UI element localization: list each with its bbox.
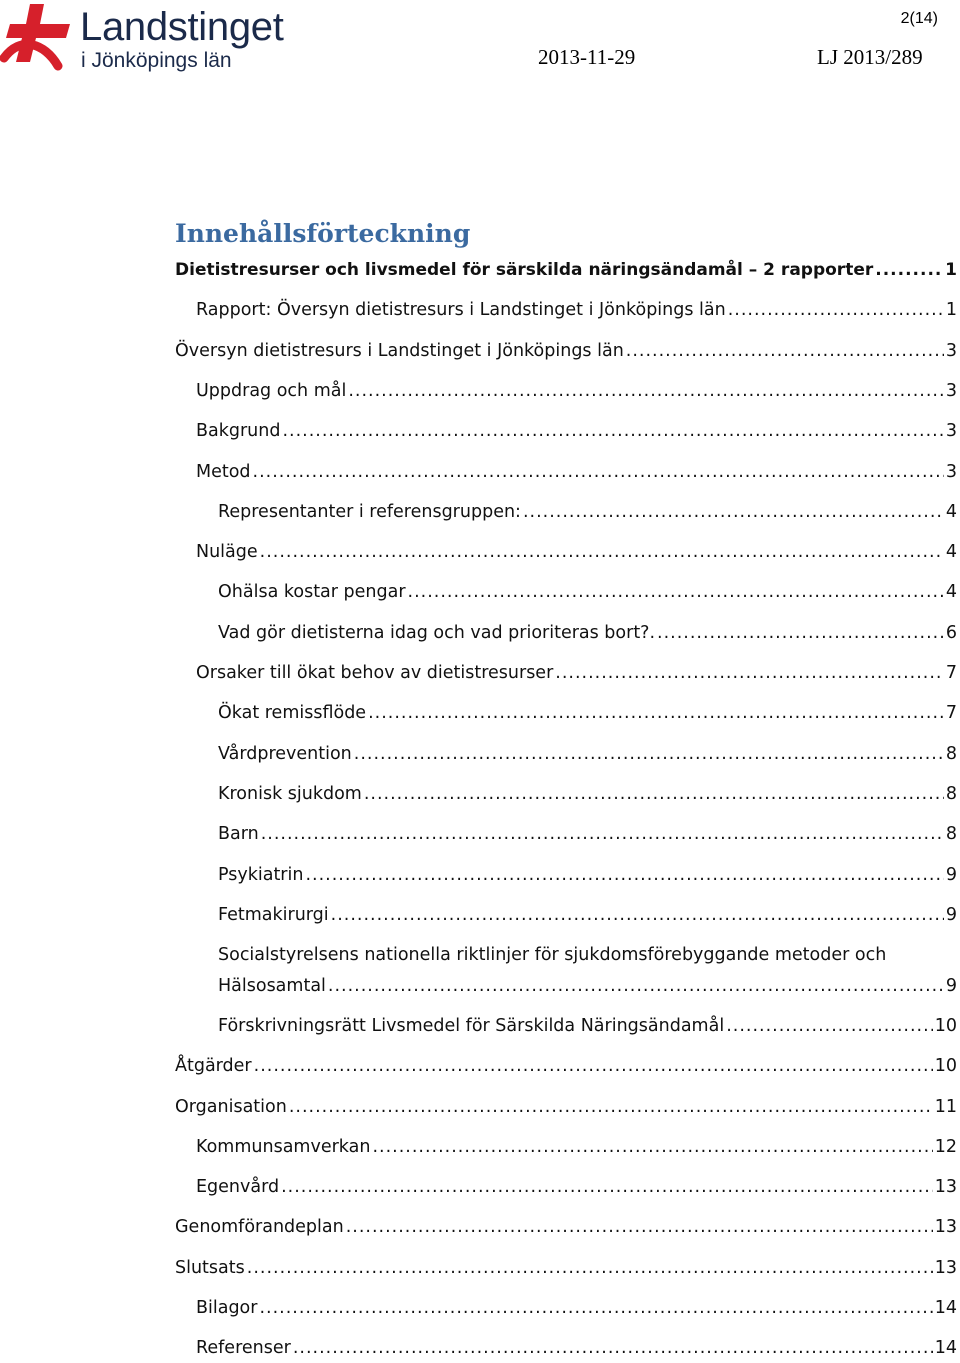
toc-entry[interactable] xyxy=(175,1253,957,1283)
toc-dot-leader xyxy=(328,971,944,1001)
toc-entry-title: Rapport: Översyn dietistresurs i Landstinget i Jönköpings län xyxy=(196,300,726,321)
toc-entry-title: Förskrivningsrätt Livsmedel för Särskilda Näringsändamål xyxy=(218,1015,725,1036)
toc-dot-leader xyxy=(372,1132,932,1162)
toc-dot-leader xyxy=(657,618,944,648)
toc-dot-leader xyxy=(331,900,944,930)
toc-entry[interactable] xyxy=(218,860,957,890)
toc-entry-page: 11 xyxy=(934,1096,957,1117)
toc-dot-leader xyxy=(368,698,944,728)
toc-entry-page: 7 xyxy=(945,663,957,683)
toc-entry-title: Nuläge xyxy=(196,542,258,563)
toc-dot-leader xyxy=(354,739,944,769)
toc-heading: Innehållsförteckning xyxy=(175,219,471,248)
toc-entry[interactable] xyxy=(218,739,957,769)
toc-entry[interactable] xyxy=(196,1172,957,1202)
toc-entry-page: 10 xyxy=(934,1015,957,1036)
toc-entry[interactable] xyxy=(175,255,957,285)
toc-dot-leader xyxy=(281,1172,933,1202)
toc-dot-leader xyxy=(282,416,943,446)
toc-entry[interactable] xyxy=(175,1212,957,1242)
toc-entry-title: Barn xyxy=(218,824,259,845)
toc-entry-title: Egenvård xyxy=(196,1177,280,1198)
toc-dot-leader xyxy=(726,1011,933,1041)
toc-entry[interactable] xyxy=(218,618,957,648)
toc-entry-page: 3 xyxy=(945,421,957,442)
toc-entry[interactable] xyxy=(218,698,957,728)
toc-dot-leader xyxy=(261,819,944,849)
toc-entry[interactable] xyxy=(196,416,957,446)
toc-entry-title: Ohälsa kostar pengar xyxy=(218,582,406,603)
toc-entry-title: Orsaker till ökat behov av dietistresurser xyxy=(196,663,554,683)
toc-entry[interactable] xyxy=(218,779,957,809)
toc-entry[interactable] xyxy=(196,376,957,406)
toc-entry-title: Psykiatrin xyxy=(218,864,304,885)
toc-dot-leader xyxy=(555,658,944,688)
logo-cross-icon xyxy=(0,0,80,72)
toc-entry-page: 6 xyxy=(945,622,957,643)
toc-dot-leader xyxy=(408,577,944,607)
toc-entry-page: 3 xyxy=(945,461,957,482)
toc-entry-title: Metod xyxy=(196,461,251,482)
toc-dot-leader xyxy=(626,336,944,366)
toc-entry-page: 9 xyxy=(945,904,957,925)
toc-entry-page: 3 xyxy=(945,340,957,361)
toc-entry-page: 14 xyxy=(934,1338,957,1359)
toc-entry-page: 3 xyxy=(945,380,957,401)
toc-dot-leader xyxy=(254,1051,933,1081)
toc-entry[interactable] xyxy=(175,1051,957,1081)
toc-entry-title: Bakgrund xyxy=(196,421,281,442)
toc-entry-title: Översyn dietistresurs i Landstinget i Jönköpings län xyxy=(175,340,624,361)
toc-entry[interactable] xyxy=(218,900,957,930)
toc-entry-title: Fetmakirurgi xyxy=(218,904,329,925)
toc-entry[interactable] xyxy=(175,336,957,366)
logo-subtitle: i Jönköpings län xyxy=(81,49,232,72)
toc-dot-leader xyxy=(523,497,944,527)
toc-entry-page: 1 xyxy=(945,260,957,280)
toc-entry-page: 4 xyxy=(945,501,957,522)
toc-dot-leader xyxy=(260,537,944,567)
toc-dot-leader xyxy=(259,1293,932,1323)
toc-entry-page: 4 xyxy=(945,582,957,603)
toc-entry-page: 7 xyxy=(945,703,957,724)
toc-entry-page: 8 xyxy=(945,743,957,764)
toc-entry-page: 4 xyxy=(945,542,957,563)
toc-dot-leader xyxy=(364,779,944,809)
toc-entry[interactable] xyxy=(196,1132,957,1162)
toc-dot-leader xyxy=(305,860,943,890)
toc-dot-leader xyxy=(253,457,944,487)
document-date: 2013-11-29 xyxy=(538,45,636,69)
toc-entry-title: Uppdrag och mål xyxy=(196,380,347,401)
document-reference: LJ 2013/289 xyxy=(817,45,923,69)
toc-entry[interactable] xyxy=(218,819,957,849)
toc-entry[interactable] xyxy=(218,577,957,607)
toc-dot-leader xyxy=(247,1253,933,1283)
toc-dot-leader xyxy=(293,1333,933,1363)
toc-entry-page: 9 xyxy=(945,975,957,996)
toc-entry-line1[interactable]: Socialstyrelsens nationella riktlinjer för sjukdomsförebyggande metoder och xyxy=(218,945,887,966)
toc-dot-leader xyxy=(875,255,943,285)
toc-entry-page: 13 xyxy=(934,1257,957,1278)
toc-entry-title: Vårdprevention xyxy=(218,743,352,764)
toc-dot-leader xyxy=(346,1212,933,1242)
toc-entry-title: Kommunsamverkan xyxy=(196,1136,371,1157)
toc-entry-page: 13 xyxy=(934,1177,957,1198)
toc-entry[interactable] xyxy=(196,1333,957,1363)
toc-entry[interactable] xyxy=(218,971,957,1001)
toc-entry[interactable] xyxy=(196,295,957,325)
toc-entry-page: 8 xyxy=(945,824,957,845)
toc-entry-page: 10 xyxy=(934,1056,957,1077)
toc-entry-title: Vad gör dietisterna idag och vad prioriteras bort?. xyxy=(218,622,656,643)
toc-dot-leader xyxy=(289,1092,933,1122)
toc-entry-title: Referenser xyxy=(196,1338,291,1359)
toc-entry-title: Dietistresurser och livsmedel för särskilda näringsändamål – 2 rapporter xyxy=(175,260,874,280)
logo-name: Landstinget xyxy=(80,5,284,49)
toc-entry[interactable] xyxy=(196,658,957,688)
toc-entry-page: 13 xyxy=(934,1217,957,1238)
toc-entry-title: Organisation xyxy=(175,1096,287,1117)
toc-entry[interactable] xyxy=(196,1293,957,1323)
landstinget-logo xyxy=(0,0,320,80)
toc-entry-title: Genomförandeplan xyxy=(175,1217,344,1238)
toc-entry-page: 8 xyxy=(945,783,957,804)
toc-entry-title: Åtgärder xyxy=(175,1056,252,1077)
toc-dot-leader xyxy=(348,376,944,406)
toc-entry[interactable] xyxy=(175,1092,957,1122)
toc-entry-page: 14 xyxy=(934,1298,957,1318)
toc-entry-page: 1 xyxy=(945,300,957,321)
toc-entry[interactable] xyxy=(218,1011,957,1041)
toc-dot-leader xyxy=(728,295,944,325)
toc-entry-title: Kronisk sjukdom xyxy=(218,783,362,804)
toc-entry-title: Hälsosamtal xyxy=(218,975,326,996)
toc-entry[interactable] xyxy=(196,537,957,567)
toc-entry[interactable] xyxy=(196,457,957,487)
toc-entry-title: Ökat remissflöde xyxy=(218,703,367,724)
toc-entry-title: Slutsats xyxy=(175,1257,245,1278)
page-number: 2(14) xyxy=(900,10,938,27)
toc-entry-title: Representanter i referensgruppen: xyxy=(218,501,521,522)
toc-entry-page: 12 xyxy=(934,1136,957,1157)
toc-entry-title: Bilagor xyxy=(196,1298,258,1318)
toc-entry-page: 9 xyxy=(945,864,957,885)
toc-entry[interactable] xyxy=(218,497,957,527)
